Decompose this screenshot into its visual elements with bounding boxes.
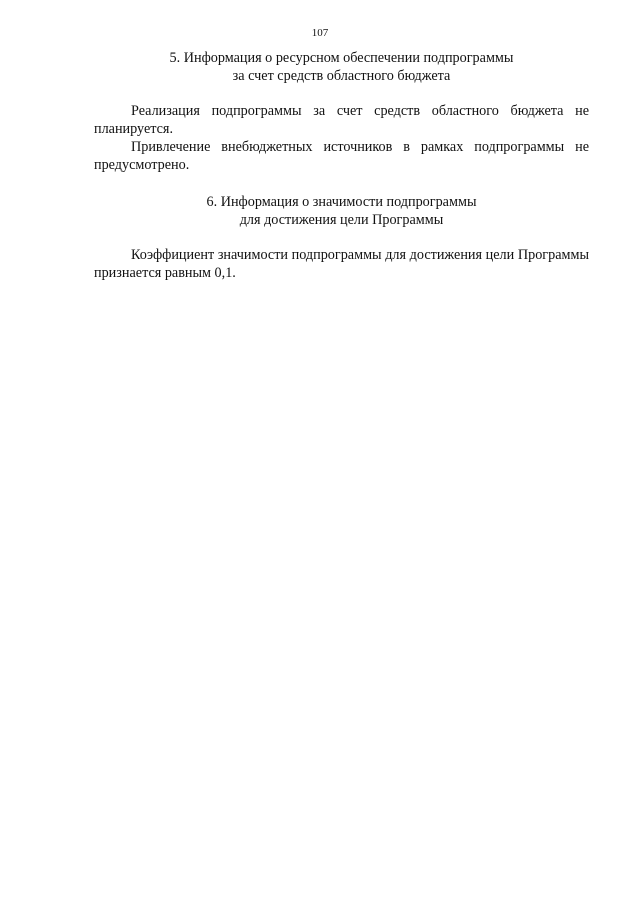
page-number: 107 — [311, 27, 329, 39]
section-6-heading-line-1: 6. Информация о значимости подпрограммы — [206, 194, 477, 210]
section-5-heading-line-1: 5. Информация о ресурсном обеспечении подпрограммы — [169, 50, 514, 66]
section-5-paragraph-1: Реализация подпрограммы за счет средств областного бюджета не планируется. — [94, 103, 589, 137]
section-5-heading-line-2: за счет средств областного бюджета — [232, 68, 451, 84]
section-6-paragraph-1: Коэффициент значимости подпрограммы для достижения цели Программы признается равным 0,1. — [94, 247, 589, 281]
section-5-heading — [94, 49, 589, 85]
section-6-heading — [94, 193, 589, 229]
section-6-heading-line-2: для достижения цели Программы — [239, 212, 444, 228]
section-5-paragraph-2: Привлечение внебюджетных источников в рамках подпрограммы не предусмотрено. — [94, 139, 589, 173]
page-content — [94, 49, 589, 282]
